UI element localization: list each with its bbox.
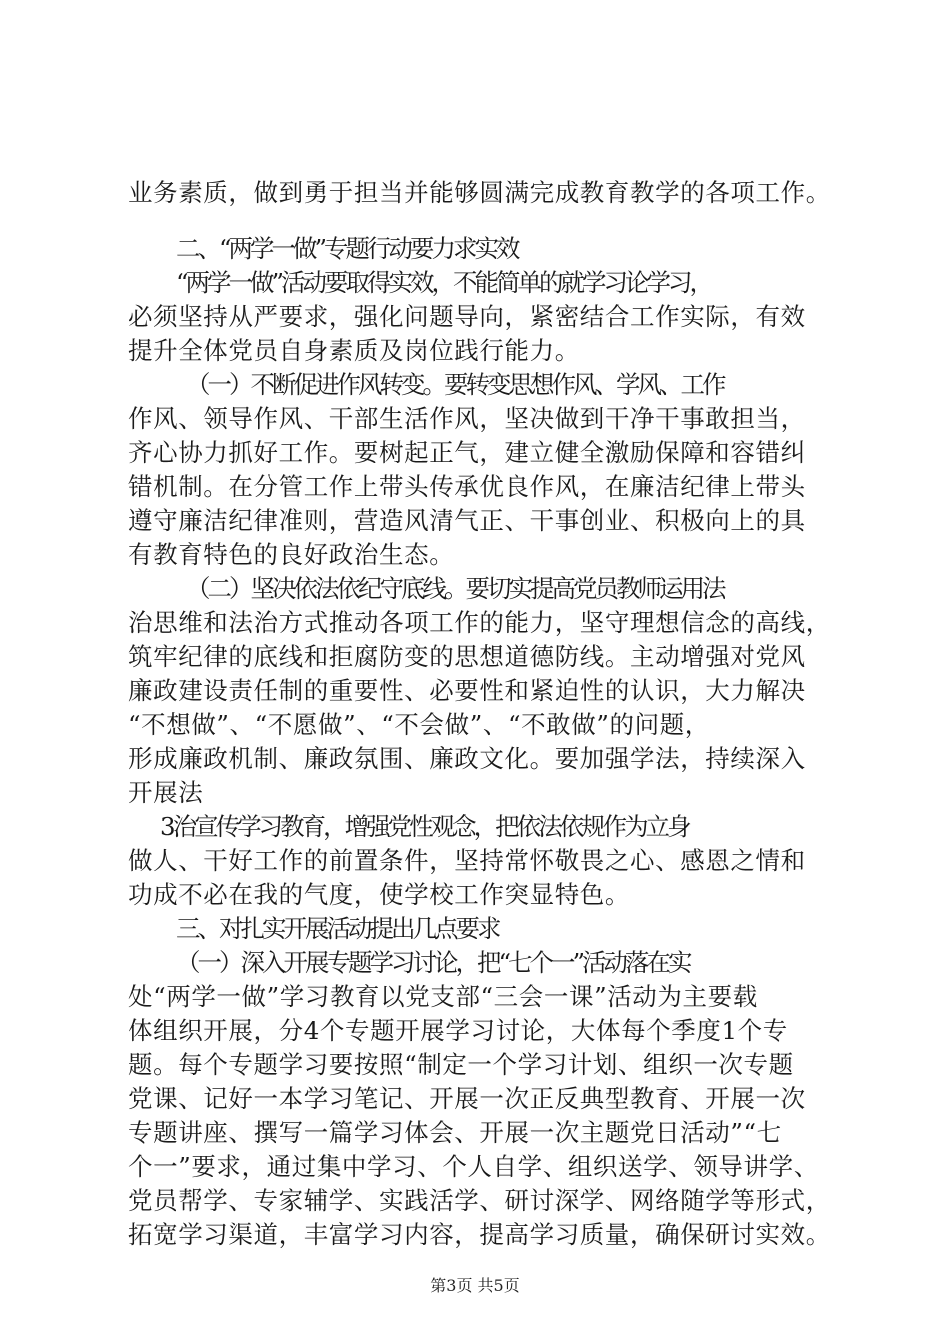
- text-line: 治思维和法治方式推动各项工作的能力，坚守理想信念的高线，: [128, 608, 831, 637]
- text-line: “两学一做”活动要取得实效，不能简单的就学习论学习，: [176, 268, 712, 297]
- text-line: 3治宣传学习教育，增强党性观念，把依法依规作为立身: [160, 812, 689, 841]
- text-line: 有教育特色的良好政治生态。: [128, 540, 455, 569]
- text-line: 功成不必在我的气度，使学校工作突显特色。: [128, 880, 630, 909]
- text-line: 齐心协力抓好工作。要树起正气，建立健全激励保障和容错纠: [128, 438, 806, 467]
- text-line: 题。每个专题学习要按照“制定一个学习计划、组织一次专题: [128, 1050, 794, 1079]
- section-heading: 三、对扎实开展活动提出几点要求: [176, 914, 499, 943]
- text-line: 体组织开展，分4个专题开展学习讨论，大体每个季度1个专: [128, 1016, 788, 1045]
- text-line: “不想做”、“不愿做”、“不会做”、“不敢做”的问题，: [128, 710, 710, 739]
- page-number-footer: 第3页 共5页: [430, 1276, 520, 1295]
- text-line: 廉政建设责任制的重要性、必要性和紧迫性的认识，大力解决: [128, 676, 806, 705]
- text-line: 拓宽学习渠道，丰富学习内容，提高学习质量，确保研讨实效。: [128, 1220, 831, 1249]
- text-line: 遵守廉洁纪律准则，营造风清气正、干事创业、积极向上的具: [128, 506, 806, 535]
- text-line: 党课、记好一本学习笔记、开展一次正反典型教育、开展一次: [128, 1084, 806, 1113]
- text-line: 处“两学一做”学习教育以党支部“三会一课”活动为主要载: [128, 982, 758, 1011]
- section-heading: 二、“两学一做”专题行动要力求实效: [176, 234, 518, 263]
- text-line: 筑牢纪律的底线和拒腐防变的思想道德防线。主动增强对党风: [128, 642, 806, 671]
- text-line: 个一”要求，通过集中学习、个人自学、组织送学、领导讲学、: [128, 1152, 819, 1181]
- text-line: 党员帮学、专家辅学、实践活学、研讨深学、网络随学等形式，: [128, 1186, 831, 1215]
- subsection-line: （一）深入开展专题学习讨论，把“七个一”活动落在实: [176, 948, 690, 977]
- subsection-line: （二）坚决依法依纪守底线。要切实提高党员教师运用法: [186, 574, 724, 603]
- subsection-line: （一）不断促进作风转变。要转变思想作风、学风、工作: [186, 370, 724, 399]
- text-line: 专题讲座、撰写一篇学习体会、开展一次主题党日活动”“七: [128, 1118, 782, 1147]
- text-line: 提升全体党员自身素质及岗位践行能力。: [128, 336, 580, 365]
- text-line: 形成廉政机制、廉政氛围、廉政文化。要加强学法，持续深入: [128, 744, 806, 773]
- text-line: 业务素质，做到勇于担当并能够圆满完成教育教学的各项工作。: [128, 178, 831, 207]
- text-line: 错机制。在分管工作上带头传承优良作风，在廉洁纪律上带头: [128, 472, 806, 501]
- text-line: 开展法: [128, 778, 204, 807]
- text-line: 做人、干好工作的前置条件，坚持常怀敬畏之心、感恩之情和: [128, 846, 806, 875]
- text-line: 作风、领导作风、干部生活作风，坚决做到干净干事敢担当，: [128, 404, 806, 433]
- text-line: 必须坚持从严要求，强化问题导向，紧密结合工作实际，有效: [128, 302, 806, 331]
